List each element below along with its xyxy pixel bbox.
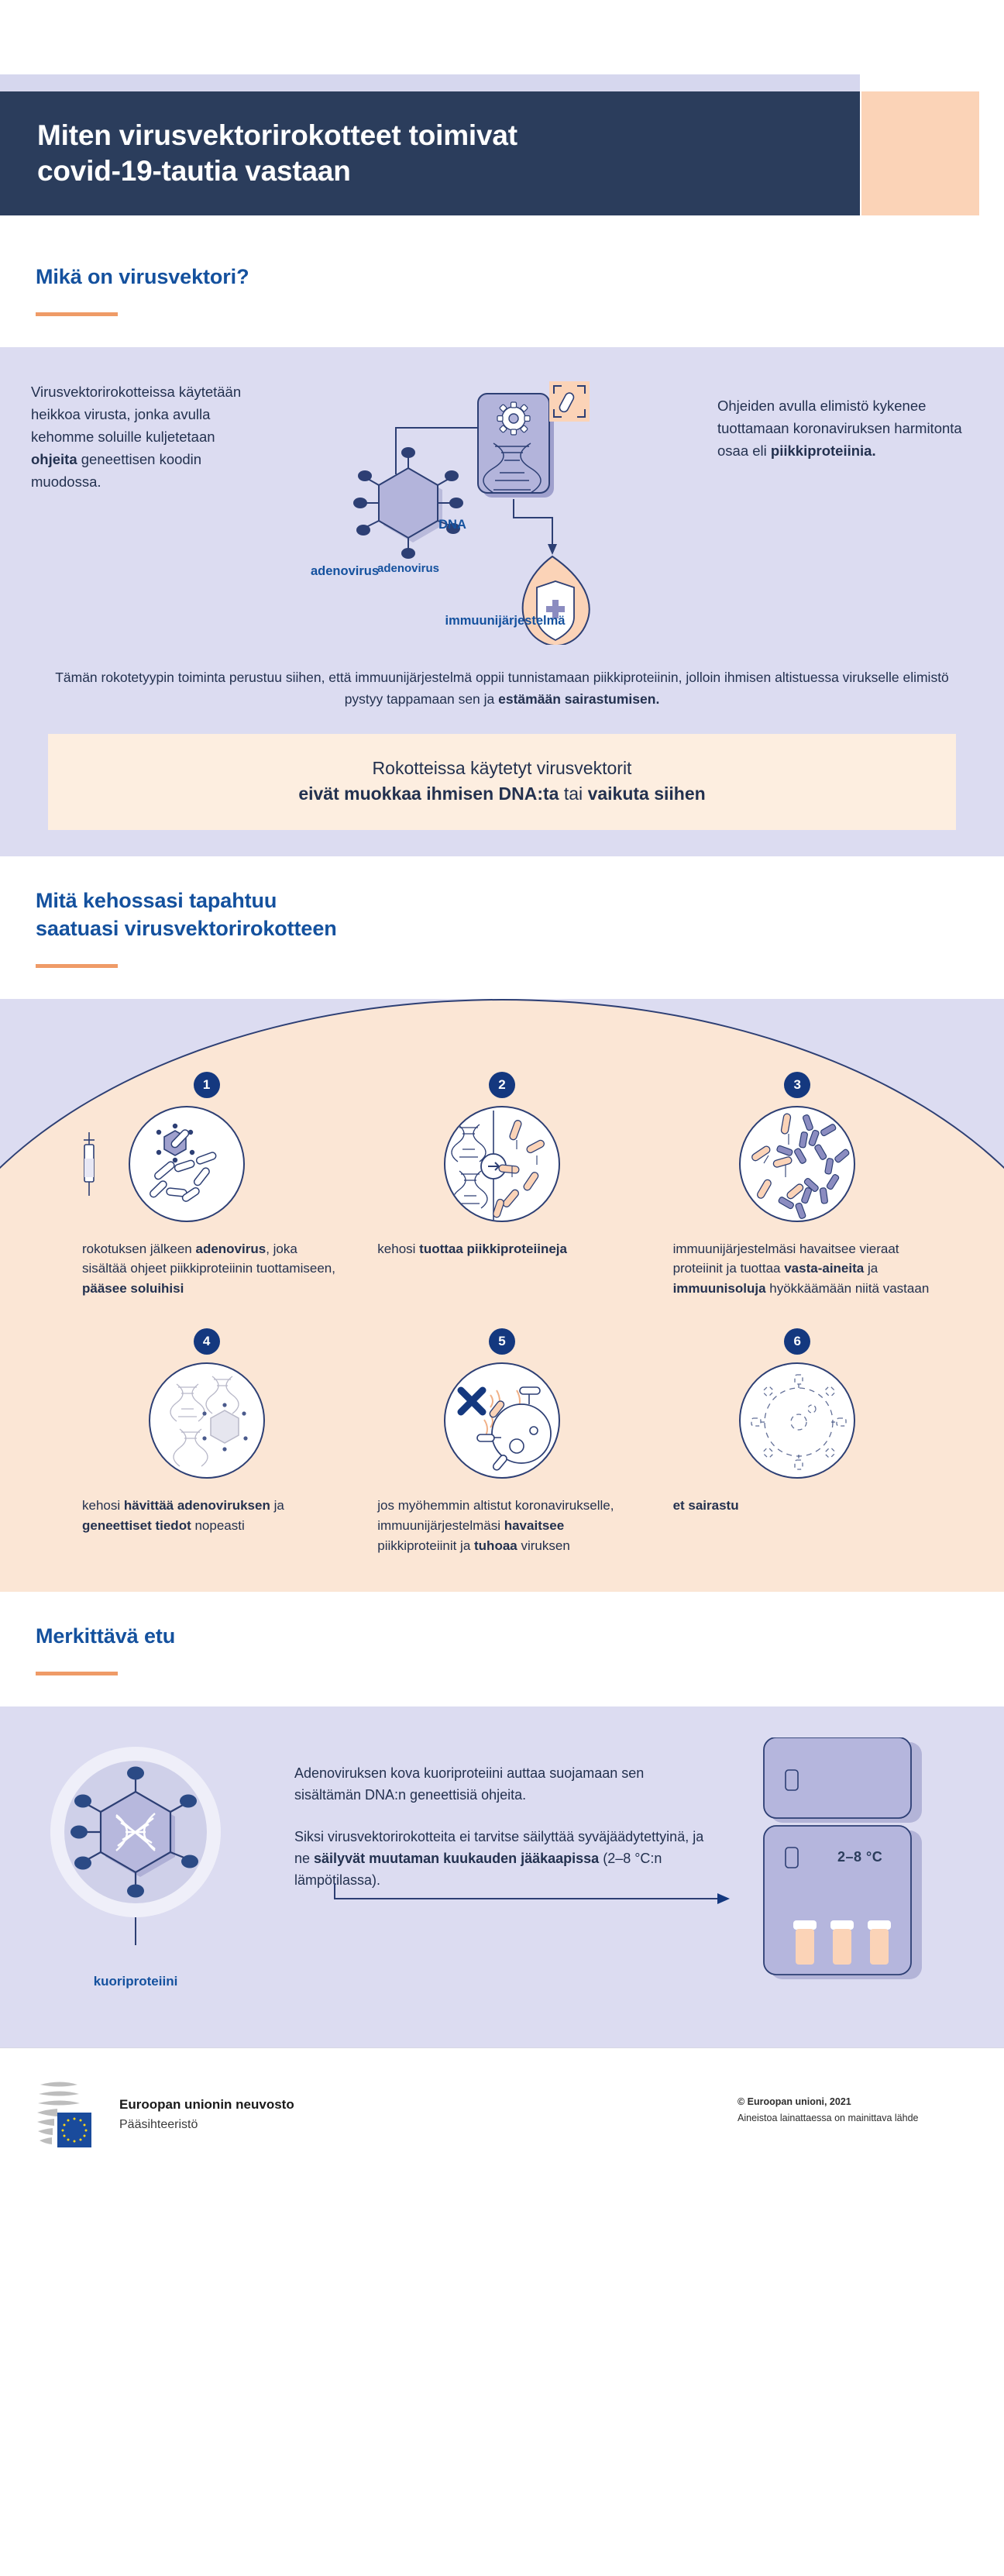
page-footer: [0, 2047, 1004, 2167]
attribution-text: Aineistoa lainattaessa on mainittava lähde: [738, 2112, 919, 2123]
dna-callout-box: [48, 734, 956, 831]
cross-x-icon: [461, 1390, 483, 1412]
step-6: [650, 1328, 945, 1555]
label-adenovirus: adenovirus: [310, 564, 380, 579]
page-title: [0, 118, 517, 190]
fridge-temperature-label: 2–8 °C: [837, 1848, 883, 1865]
step-3-text: [664, 1239, 931, 1299]
step-3-p4: hyökkäämään niitä vastaan: [765, 1281, 930, 1297]
page-title-line1: Miten virusvektorirokotteet toimivat: [37, 119, 517, 151]
step-2: [354, 1072, 649, 1299]
step-4-p3: geneettiset tiedot: [82, 1517, 191, 1533]
label-dna: DNA: [438, 518, 466, 532]
step-5-badge: 5: [489, 1328, 515, 1355]
step-2-p1: tuottaa piikkiproteiineja: [419, 1241, 567, 1256]
adenovirus-degrading-icon: [150, 1364, 265, 1479]
steps-section: [0, 999, 1004, 1592]
page-title-line2: covid-19-tautia vastaan: [37, 155, 351, 187]
step-1: [59, 1072, 354, 1299]
step-4-p0: kehosi: [82, 1498, 124, 1514]
eu-council-logo-icon: [36, 2078, 110, 2151]
eu-council-name-block: [119, 2097, 294, 2132]
callout-bold-a: eivät muokkaa ihmisen DNA:ta: [298, 783, 559, 804]
step-1-badge: 1: [194, 1072, 220, 1098]
step-1-p2: , joka sisältää ohjeet piikkiproteiinin tuottamiseen,: [82, 1241, 335, 1276]
callout-line-2: [64, 781, 940, 807]
vv-left-plain-2: geneettisen koodin muodossa.: [31, 450, 202, 490]
steps-content: [0, 999, 1004, 1556]
step-1-p3: pääsee soluihisi: [82, 1281, 184, 1297]
step-5-p1: havaitsee: [504, 1517, 565, 1533]
steps-row-top: [0, 1072, 1004, 1299]
adenovirus-icon: [353, 447, 463, 559]
header-lavender-strip: [0, 74, 860, 91]
step-2-badge: 2: [489, 1072, 515, 1098]
dna-to-spike-protein-icon: [445, 1107, 560, 1222]
virus-vector-panel: [0, 347, 1004, 856]
virus-vector-left-text: [31, 381, 263, 493]
eu-council-subtitle: Pääsihteeristö: [119, 2118, 198, 2132]
step-4-p1: hävittää adenoviruksen: [123, 1498, 270, 1514]
section-2-header: [0, 856, 1004, 967]
gear-icon: [497, 402, 530, 435]
step-4-illustration: [149, 1362, 265, 1479]
step-3-p0: immuunijärjestelmäsi havaitsee vieraat proteiinit ja tuottaa: [672, 1241, 899, 1276]
step-3-illustration: [739, 1106, 855, 1222]
header-navy-block: [0, 91, 860, 215]
capsid-illustration-block: [0, 1737, 271, 2001]
label-kuoriproteiini: kuoriproteiini: [93, 1973, 178, 1989]
spacer-2: [0, 968, 1004, 999]
step-3-p2: ja: [864, 1261, 878, 1276]
virus-vector-diagram-row: [0, 347, 1004, 645]
advantage-panel: [0, 1706, 1004, 2047]
page-header: [0, 0, 1004, 232]
section-3-heading: Merkittävä etu: [36, 1624, 176, 1648]
footer-divider: [0, 2047, 1004, 2048]
header-peach-accent: [861, 91, 979, 215]
vv-para-plain: Tämän rokotetyypin toiminta perustuu siihen, että immuunijärjestelmä oppii tunnistamaan piikkiproteiinin, jolloin ihmisen altistuessa virukselle elimistö pystyy tappamaan sen ja: [55, 670, 949, 708]
step-2-p0: kehosi: [377, 1241, 420, 1256]
virus-vector-paragraph-block: [0, 645, 1004, 711]
virus-vector-right-text: [717, 381, 973, 463]
vv-right-plain: Ohjeiden avulla elimistö kykenee tuottamaan koronaviruksen harmitonta osaa eli: [717, 398, 962, 459]
section-3-header: [0, 1592, 1004, 1675]
advantage-p2-1: säilyvät muutaman kuukauden jääkaapissa: [314, 1850, 600, 1866]
step-6-p0: et sairastu: [672, 1498, 739, 1514]
step-5-p0: jos myöhemmin altistut koronavirukselle, immuunijärjestelmäsi: [377, 1498, 614, 1533]
section-2-heading: [36, 887, 1004, 942]
step-5-p4: viruksen: [517, 1538, 570, 1553]
antibodies-icon: [741, 1107, 855, 1222]
step-3-badge: 3: [784, 1072, 810, 1098]
step-5-p3: tuhoaa: [474, 1538, 517, 1553]
cell-with-adenovirus-icon: [130, 1107, 245, 1222]
virus-faded-icon: [741, 1364, 855, 1479]
spacer-1: [0, 316, 1004, 347]
step-1-p1: adenovirus: [195, 1241, 266, 1256]
arrowhead-icon: [717, 1893, 730, 1904]
section-1-header: [0, 232, 1004, 316]
vaccine-vials-icon: [793, 1920, 891, 1965]
dashed-spikes-icon: [751, 1375, 846, 1469]
virus-vector-svg: [263, 381, 717, 645]
advantage-row: [0, 1737, 1004, 2001]
step-6-illustration: [739, 1362, 855, 1479]
fridge-illustration-block: [713, 1737, 1004, 2001]
section-2-heading-line1: Mitä kehossasi tapahtuu: [36, 889, 277, 913]
advantage-paragraph-1: Adenoviruksen kova kuoriproteiini auttaa suojamaan sen sisältämän DNA:n geneettisiä ohjeita.: [294, 1765, 645, 1803]
callout-bold-b: vaikuta siihen: [587, 783, 706, 804]
step-2-illustration: [444, 1106, 560, 1222]
spacer-3: [0, 1675, 1004, 1706]
virus-blocked-icon: [445, 1364, 560, 1479]
faded-adenovirus-icon: [211, 1410, 239, 1443]
vv-left-bold: ohjeita: [31, 450, 77, 467]
step-3: [650, 1072, 945, 1299]
virus-body-icon: [492, 1404, 551, 1463]
step-4: [59, 1328, 354, 1555]
virus-vector-paragraph: [48, 666, 956, 711]
step-4-badge: 4: [194, 1328, 220, 1355]
vv-left-plain-1: Virusvektorirokotteissa käytetään heikkoa virusta, jonka avulla kehomme soluille kuljetetaan: [31, 384, 242, 445]
eu-council-logo: [36, 2078, 110, 2151]
footer-copyright-block: [694, 2094, 1004, 2127]
vv-para-bold: estämään sairastumisen.: [498, 691, 660, 708]
vv-right-bold: piikkiproteiinia.: [770, 442, 876, 459]
advantage-arrow: [333, 1882, 736, 1913]
step-1-text: [73, 1239, 340, 1299]
label-immuunijarjestelma: immuunijärjestelmä: [445, 614, 566, 629]
syringe-icon: [81, 1132, 98, 1199]
step-5-p2: piikkiproteiinit ja: [377, 1538, 475, 1553]
step-1-p0: rokotuksen jälkeen: [82, 1241, 196, 1256]
callout-line-1: Rokotteissa käytetyt virusvektorit: [372, 757, 632, 778]
kuoriproteiini-icon: [0, 1737, 271, 1962]
arrowhead-icon: [548, 544, 557, 555]
spike-proteins-icon: [492, 1119, 545, 1218]
section-1-heading: Mikä on virusvektori?: [36, 265, 249, 288]
step-4-text: [73, 1496, 340, 1536]
panel-bottom-spacer: [0, 830, 1004, 856]
step-3-p1: vasta-aineita: [784, 1261, 865, 1276]
copyright-text: © Euroopan unioni, 2021: [738, 2096, 851, 2107]
advantage-text-block: [271, 1737, 713, 1891]
step-6-text: [664, 1496, 931, 1516]
step-5-illustration: [444, 1362, 560, 1479]
advantage-p2-0: Siksi virusvektorirokotteita ei tarvitse säilyttää syväjäädytettyinä, ja ne: [294, 1828, 704, 1866]
section-2-heading-line2: saatuasi virusvektorirokotteen: [36, 916, 337, 940]
step-6-badge: 6: [784, 1328, 810, 1355]
spike-proteins-icon: [751, 1113, 804, 1200]
eu-council-name: Euroopan unionin neuvosto: [119, 2097, 294, 2113]
steps-row-bottom: [0, 1328, 1004, 1555]
virus-vector-illustration: [263, 381, 717, 645]
label-adenovirus: adenovirus: [376, 562, 440, 576]
callout-plain: tai: [559, 783, 588, 804]
step-5-text: [368, 1496, 635, 1555]
step-1-illustration: [129, 1106, 245, 1222]
advantage-p2-2: (2–8 °C:n lämpötilassa).: [294, 1850, 662, 1889]
step-5: [354, 1328, 649, 1555]
immune-system-icon: [523, 556, 590, 645]
step-4-p4: nopeasti: [191, 1517, 245, 1533]
step-3-p3: immuunisoluja: [672, 1281, 766, 1297]
step-4-p2: ja: [270, 1498, 284, 1514]
step-2-text: [368, 1239, 635, 1259]
